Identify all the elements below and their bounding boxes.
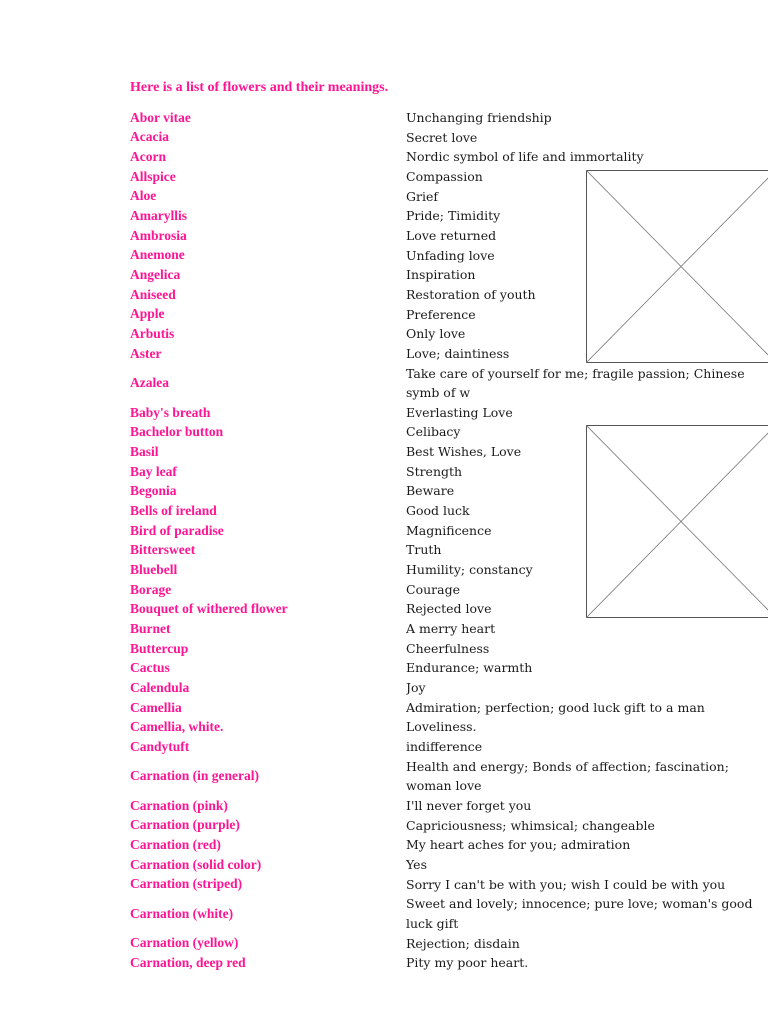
image-placeholder-top bbox=[586, 170, 768, 363]
image-placeholder-icon bbox=[586, 170, 768, 363]
flower-name: Buttercup bbox=[130, 640, 189, 656]
flower-name: Baby's breath bbox=[130, 404, 211, 420]
flower-meaning: Good luck bbox=[406, 503, 470, 519]
flower-meaning: Health and energy; Bonds of affection; fascination; woman love bbox=[406, 758, 729, 794]
flower-meaning: Unfading love bbox=[406, 247, 495, 263]
flower-meaning: Joy bbox=[406, 680, 426, 696]
flower-name: Allspice bbox=[130, 168, 176, 184]
flower-name: Carnation (yellow) bbox=[130, 935, 239, 951]
flower-name: Aniseed bbox=[130, 286, 176, 302]
flower-meaning: Capriciousness; whimsical; changeable bbox=[406, 817, 655, 833]
flower-meaning: A merry heart bbox=[406, 621, 496, 637]
flower-name: Bells of ireland bbox=[130, 502, 217, 518]
flower-meaning: Truth bbox=[406, 542, 442, 558]
flower-name: Abor vitae bbox=[130, 109, 191, 125]
image-placeholder-icon bbox=[586, 425, 768, 618]
flower-meaning: Loveliness. bbox=[406, 719, 477, 735]
flower-meaning: Endurance; warmth bbox=[406, 660, 533, 676]
flower-name: Carnation (white) bbox=[130, 905, 234, 921]
flower-row bbox=[0, 639, 768, 659]
flower-meaning: Preference bbox=[406, 306, 476, 322]
flower-meaning: Humility; constancy bbox=[406, 562, 533, 578]
flower-name: Bittersweet bbox=[130, 542, 196, 558]
flower-row bbox=[0, 796, 768, 816]
flower-meaning: Pity my poor heart. bbox=[406, 955, 529, 971]
flower-meaning: My heart aches for you; admiration bbox=[406, 837, 631, 853]
flower-name: Burnet bbox=[130, 620, 171, 636]
flower-meaning: Love returned bbox=[406, 227, 497, 243]
flower-name: Carnation (pink) bbox=[130, 797, 228, 813]
flower-name: Basil bbox=[130, 443, 159, 459]
flower-meaning: Sweet and lovely; innocence; pure love; woman's good luck gift bbox=[406, 896, 753, 931]
flower-meaning: Beware bbox=[406, 483, 455, 499]
flower-meaning: Courage bbox=[406, 581, 460, 597]
flower-row bbox=[0, 403, 768, 423]
flower-name: Borage bbox=[130, 581, 172, 597]
flower-name: Acacia bbox=[130, 129, 169, 145]
flower-name: Carnation (in general) bbox=[130, 768, 259, 784]
flower-row bbox=[0, 737, 768, 757]
flower-name: Bluebell bbox=[130, 561, 178, 577]
flower-meaning: Take care of yourself for me; fragile passion; Chinese symb of w bbox=[406, 365, 745, 401]
flower-meaning: Compassion bbox=[406, 168, 483, 184]
flower-row bbox=[0, 855, 768, 875]
flower-row bbox=[0, 717, 768, 737]
flower-meaning: Pride; Timidity bbox=[406, 208, 501, 224]
flower-meaning: Only love bbox=[406, 326, 466, 342]
flower-name: Carnation (red) bbox=[130, 837, 221, 853]
flower-row bbox=[0, 128, 768, 148]
flower-row bbox=[0, 953, 768, 973]
flower-name: Carnation (solid color) bbox=[130, 856, 262, 872]
flower-name: Azalea bbox=[130, 375, 169, 391]
flower-meaning: Unchanging friendship bbox=[406, 110, 552, 125]
flower-meaning: Restoration of youth bbox=[406, 286, 536, 302]
flower-row bbox=[0, 816, 768, 836]
flower-row bbox=[0, 698, 768, 718]
flower-row bbox=[0, 147, 768, 167]
flower-meaning: I'll never forget you bbox=[406, 797, 532, 813]
flower-row bbox=[0, 108, 768, 128]
flower-name: Anemone bbox=[130, 247, 185, 263]
flower-name: Camellia bbox=[130, 699, 182, 715]
flower-meaning: Cheerfulness bbox=[406, 640, 490, 656]
flower-meaning: Celibacy bbox=[406, 424, 461, 440]
flower-meaning: Rejected love bbox=[406, 601, 492, 617]
flower-name: Apple bbox=[130, 306, 165, 322]
flower-row bbox=[0, 894, 768, 933]
flower-meaning: Magnificence bbox=[406, 522, 492, 538]
flower-row bbox=[0, 364, 768, 403]
flower-name: Candytuft bbox=[130, 738, 190, 754]
flower-name: Arbutis bbox=[130, 326, 175, 342]
flower-row bbox=[0, 757, 768, 796]
flower-meaning: Strength bbox=[406, 463, 463, 479]
flower-meaning: Everlasting Love bbox=[406, 404, 513, 420]
flower-meaning: Grief bbox=[406, 188, 438, 204]
flower-meaning: Secret love bbox=[406, 129, 478, 145]
flower-meaning: Admiration; perfection; good luck gift to a man bbox=[406, 699, 705, 715]
flower-meaning: Rejection; disdain bbox=[406, 935, 520, 951]
flower-meaning: Nordic symbol of life and immortality bbox=[406, 149, 644, 165]
flower-row bbox=[0, 934, 768, 954]
flower-meaning: Love; daintiness bbox=[406, 345, 510, 361]
flower-row bbox=[0, 875, 768, 895]
flower-name: Camellia, white. bbox=[130, 719, 224, 735]
flower-name: Bird of paradise bbox=[130, 522, 224, 538]
page-heading: Here is a list of flowers and their meanings. bbox=[130, 80, 389, 95]
image-placeholder-bottom bbox=[586, 425, 768, 618]
flower-row bbox=[0, 835, 768, 855]
flower-row bbox=[0, 619, 768, 639]
flower-meaning: Sorry I can't be with you; wish I could be with you bbox=[406, 876, 726, 892]
flower-name: Aster bbox=[130, 345, 162, 361]
flower-name: Bachelor button bbox=[130, 424, 224, 440]
flower-name: Ambrosia bbox=[130, 227, 187, 243]
flower-name: Bay leaf bbox=[130, 463, 177, 479]
flower-row bbox=[0, 658, 768, 678]
flower-name: Carnation (striped) bbox=[130, 876, 243, 892]
flower-name: Amaryllis bbox=[130, 208, 187, 224]
flower-name: Acorn bbox=[130, 149, 166, 165]
flower-name: Bouquet of withered flower bbox=[130, 601, 288, 617]
flower-name: Angelica bbox=[130, 267, 181, 283]
flower-meaning: indifference bbox=[406, 738, 483, 754]
flower-row bbox=[0, 678, 768, 698]
flower-name: Carnation, deep red bbox=[130, 955, 246, 970]
flower-name: Begonia bbox=[130, 483, 177, 499]
flower-meaning: Yes bbox=[406, 856, 427, 872]
flower-name: Carnation (purple) bbox=[130, 817, 240, 833]
flower-name: Aloe bbox=[130, 188, 157, 204]
flower-meaning: Inspiration bbox=[406, 267, 476, 283]
flower-meaning: Best Wishes, Love bbox=[406, 444, 522, 460]
flower-name: Calendula bbox=[130, 679, 190, 695]
flower-name: Cactus bbox=[130, 660, 170, 676]
